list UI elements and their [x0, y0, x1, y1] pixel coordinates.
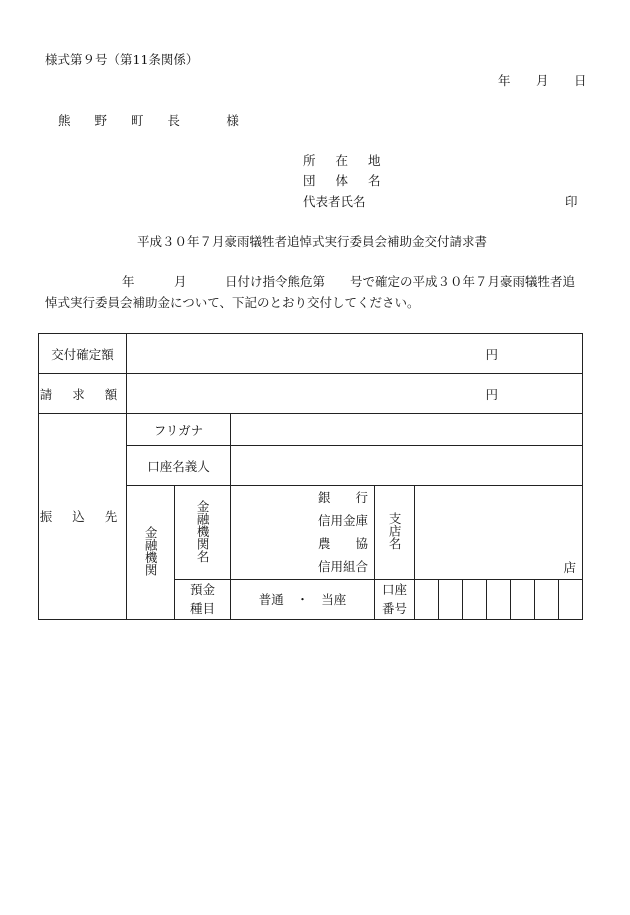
confirmed-amount-row — [39, 334, 583, 374]
furigana-row — [39, 414, 583, 446]
deposit-type-label — [175, 579, 231, 619]
account-digit-box[interactable] — [535, 579, 559, 619]
deposit-type-options[interactable]: 普通 ・ 当座 — [231, 579, 375, 619]
deposit-type-label-line: 預金 — [189, 581, 215, 597]
body-line2: 悼式実行委員会補助金について、下記のとおり交付してください。 — [45, 295, 420, 310]
furigana-field[interactable] — [231, 414, 583, 446]
account-holder-field[interactable] — [231, 446, 583, 486]
deposit-type-label-line: 種目 — [189, 601, 215, 616]
bank-type-credit-union: 信用組合 — [317, 559, 368, 575]
request-form-table — [38, 333, 583, 620]
account-digit-box[interactable] — [511, 579, 535, 619]
yen-unit: 円 — [485, 386, 499, 402]
branch-suffix: 店 — [563, 559, 577, 575]
bank-type-shinkin: 信用金庫 — [317, 513, 368, 529]
date-month: 月 — [536, 73, 549, 88]
branch-label-cell — [375, 486, 415, 580]
request-amount-row — [39, 374, 583, 414]
transfer-label: 振 込 先 — [39, 414, 127, 620]
branch-label: 支店名 — [387, 512, 403, 550]
seal-mark: 印 — [565, 194, 578, 209]
date-day: 日 — [574, 73, 587, 88]
body-year: 年 — [122, 274, 135, 289]
bank-type-bank: 銀 行 — [317, 490, 368, 505]
account-digit-box[interactable] — [463, 579, 487, 619]
form-number: 様式第９号（第11条関係） — [45, 52, 199, 67]
account-digit-box[interactable] — [559, 579, 583, 619]
account-holder-label: 口座名義人 — [127, 446, 231, 486]
account-number-label-line: 番号 — [381, 601, 407, 616]
yen-unit: 円 — [485, 346, 499, 362]
account-digit-box[interactable] — [487, 579, 511, 619]
institution-name-field[interactable] — [231, 486, 375, 580]
account-number-label-line: 口座 — [381, 581, 407, 597]
document-title: 平成３０年７月豪雨犠牲者追悼式実行委員会補助金交付請求書 — [137, 234, 488, 249]
representative-label: 代表者氏名 — [303, 194, 366, 209]
bank-type-ja: 農 協 — [317, 536, 368, 552]
address-label: 所 在 地 — [303, 153, 389, 168]
body-line1: 日付け指令熊危第 号で確定の平成３０年７月豪雨犠牲者追 — [225, 274, 576, 289]
date-year: 年 — [498, 73, 511, 88]
confirmed-amount-field[interactable] — [127, 334, 583, 374]
branch-field[interactable] — [415, 486, 583, 580]
account-digit-box[interactable] — [415, 579, 439, 619]
financial-institution-cell — [127, 486, 175, 620]
account-number-label — [375, 579, 415, 619]
furigana-label: フリガナ — [127, 414, 231, 446]
account-digit-box[interactable] — [439, 579, 463, 619]
request-amount-field[interactable] — [127, 374, 583, 414]
institution-name-label: 金融機関名 — [195, 499, 211, 562]
request-amount-label: 請 求 額 — [39, 374, 127, 414]
addressee: 熊 野 町 長 様 — [58, 113, 249, 128]
body-month: 月 — [174, 274, 187, 289]
confirmed-amount-label: 交付確定額 — [39, 334, 127, 374]
financial-institution-label: 金融機関 — [143, 525, 159, 576]
institution-name-cell — [175, 486, 231, 580]
group-name-label: 団 体 名 — [303, 173, 389, 188]
